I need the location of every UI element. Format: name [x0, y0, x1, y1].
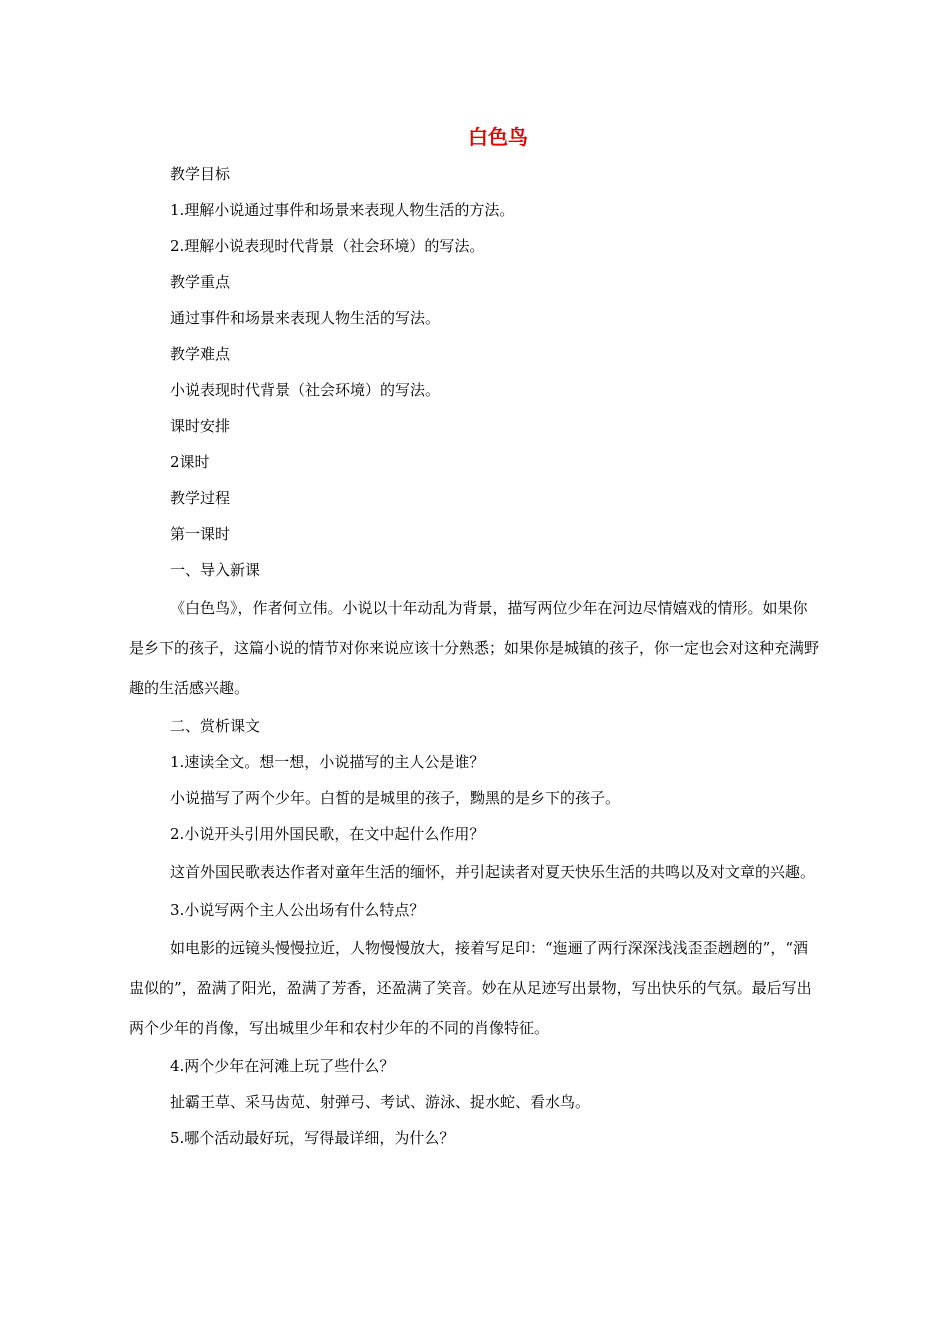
heading-analysis: 二、赏析课文: [170, 717, 261, 735]
heading-process: 教学过程: [170, 489, 231, 507]
introduction-paragraph: 《白色鸟》，作者何立伟。小说以十年动乱为背景，描写两位少年在河边尽情嬉戏的情形。如果你是乡下的孩子，这篇小说的情节对你来说应该十分熟悉；如果你是城镇的孩子，你一定也会对这种充满野趣的生活感兴趣。: [129, 599, 820, 697]
goal-item-2: 2.理解小说表现时代背景（社会环境）的写法。: [170, 237, 485, 255]
question-1: 1.速读全文。想一想，小说描写的主人公是谁？: [170, 753, 485, 771]
document-body: [129, 156, 820, 1156]
question-3: 3.小说写两个主人公出场有什么特点？: [170, 901, 425, 919]
answer-4: 扯霸王草、采马齿苋、射弹弓、考试、游泳、捉水蛇、看水鸟。: [170, 1093, 591, 1111]
heading-teaching-goals: 教学目标: [170, 165, 231, 183]
answer-1: 小说描写了两个少年。白皙的是城里的孩子，黝黑的是乡下的孩子。: [170, 789, 621, 807]
heading-introduction: 一、导入新课: [170, 561, 261, 579]
goal-item-1: 1.理解小说通过事件和场景来表现人物生活的方法。: [170, 201, 515, 219]
heading-key-points: 教学重点: [170, 273, 231, 291]
answer-3: 如电影的远镜头慢慢拉近，人物慢慢放大，接着写足印：“迤逦了两行深深浅浅歪歪趔趔的”，“酒盅似的”，盈满了阳光，盈满了芳香，还盈满了笑音。妙在从足迹写出景物，写出快乐的气氛。最后写出两个少年的肖像，写出城里少年和农村少年的不同的肖像特征。: [129, 939, 812, 1037]
answer-2: 这首外国民歌表达作者对童年生活的缅怀，并引起读者对夏天快乐生活的共鸣以及对文章的兴趣。: [170, 863, 816, 881]
heading-first-lesson: 第一课时: [170, 525, 231, 543]
question-2: 2.小说开头引用外国民歌，在文中起什么作用？: [170, 825, 485, 843]
question-5: 5.哪个活动最好玩，写得最详细，为什么？: [170, 1129, 455, 1147]
document-title: 白色鸟: [468, 125, 528, 149]
key-points-text: 通过事件和场景来表现人物生活的写法。: [170, 309, 441, 327]
schedule-text: 2课时: [170, 453, 210, 471]
difficulties-text: 小说表现时代背景（社会环境）的写法。: [170, 381, 441, 399]
heading-difficulties: 教学难点: [170, 345, 231, 363]
question-4: 4.两个少年在河滩上玩了些什么？: [170, 1057, 395, 1075]
heading-schedule: 课时安排: [170, 417, 231, 435]
